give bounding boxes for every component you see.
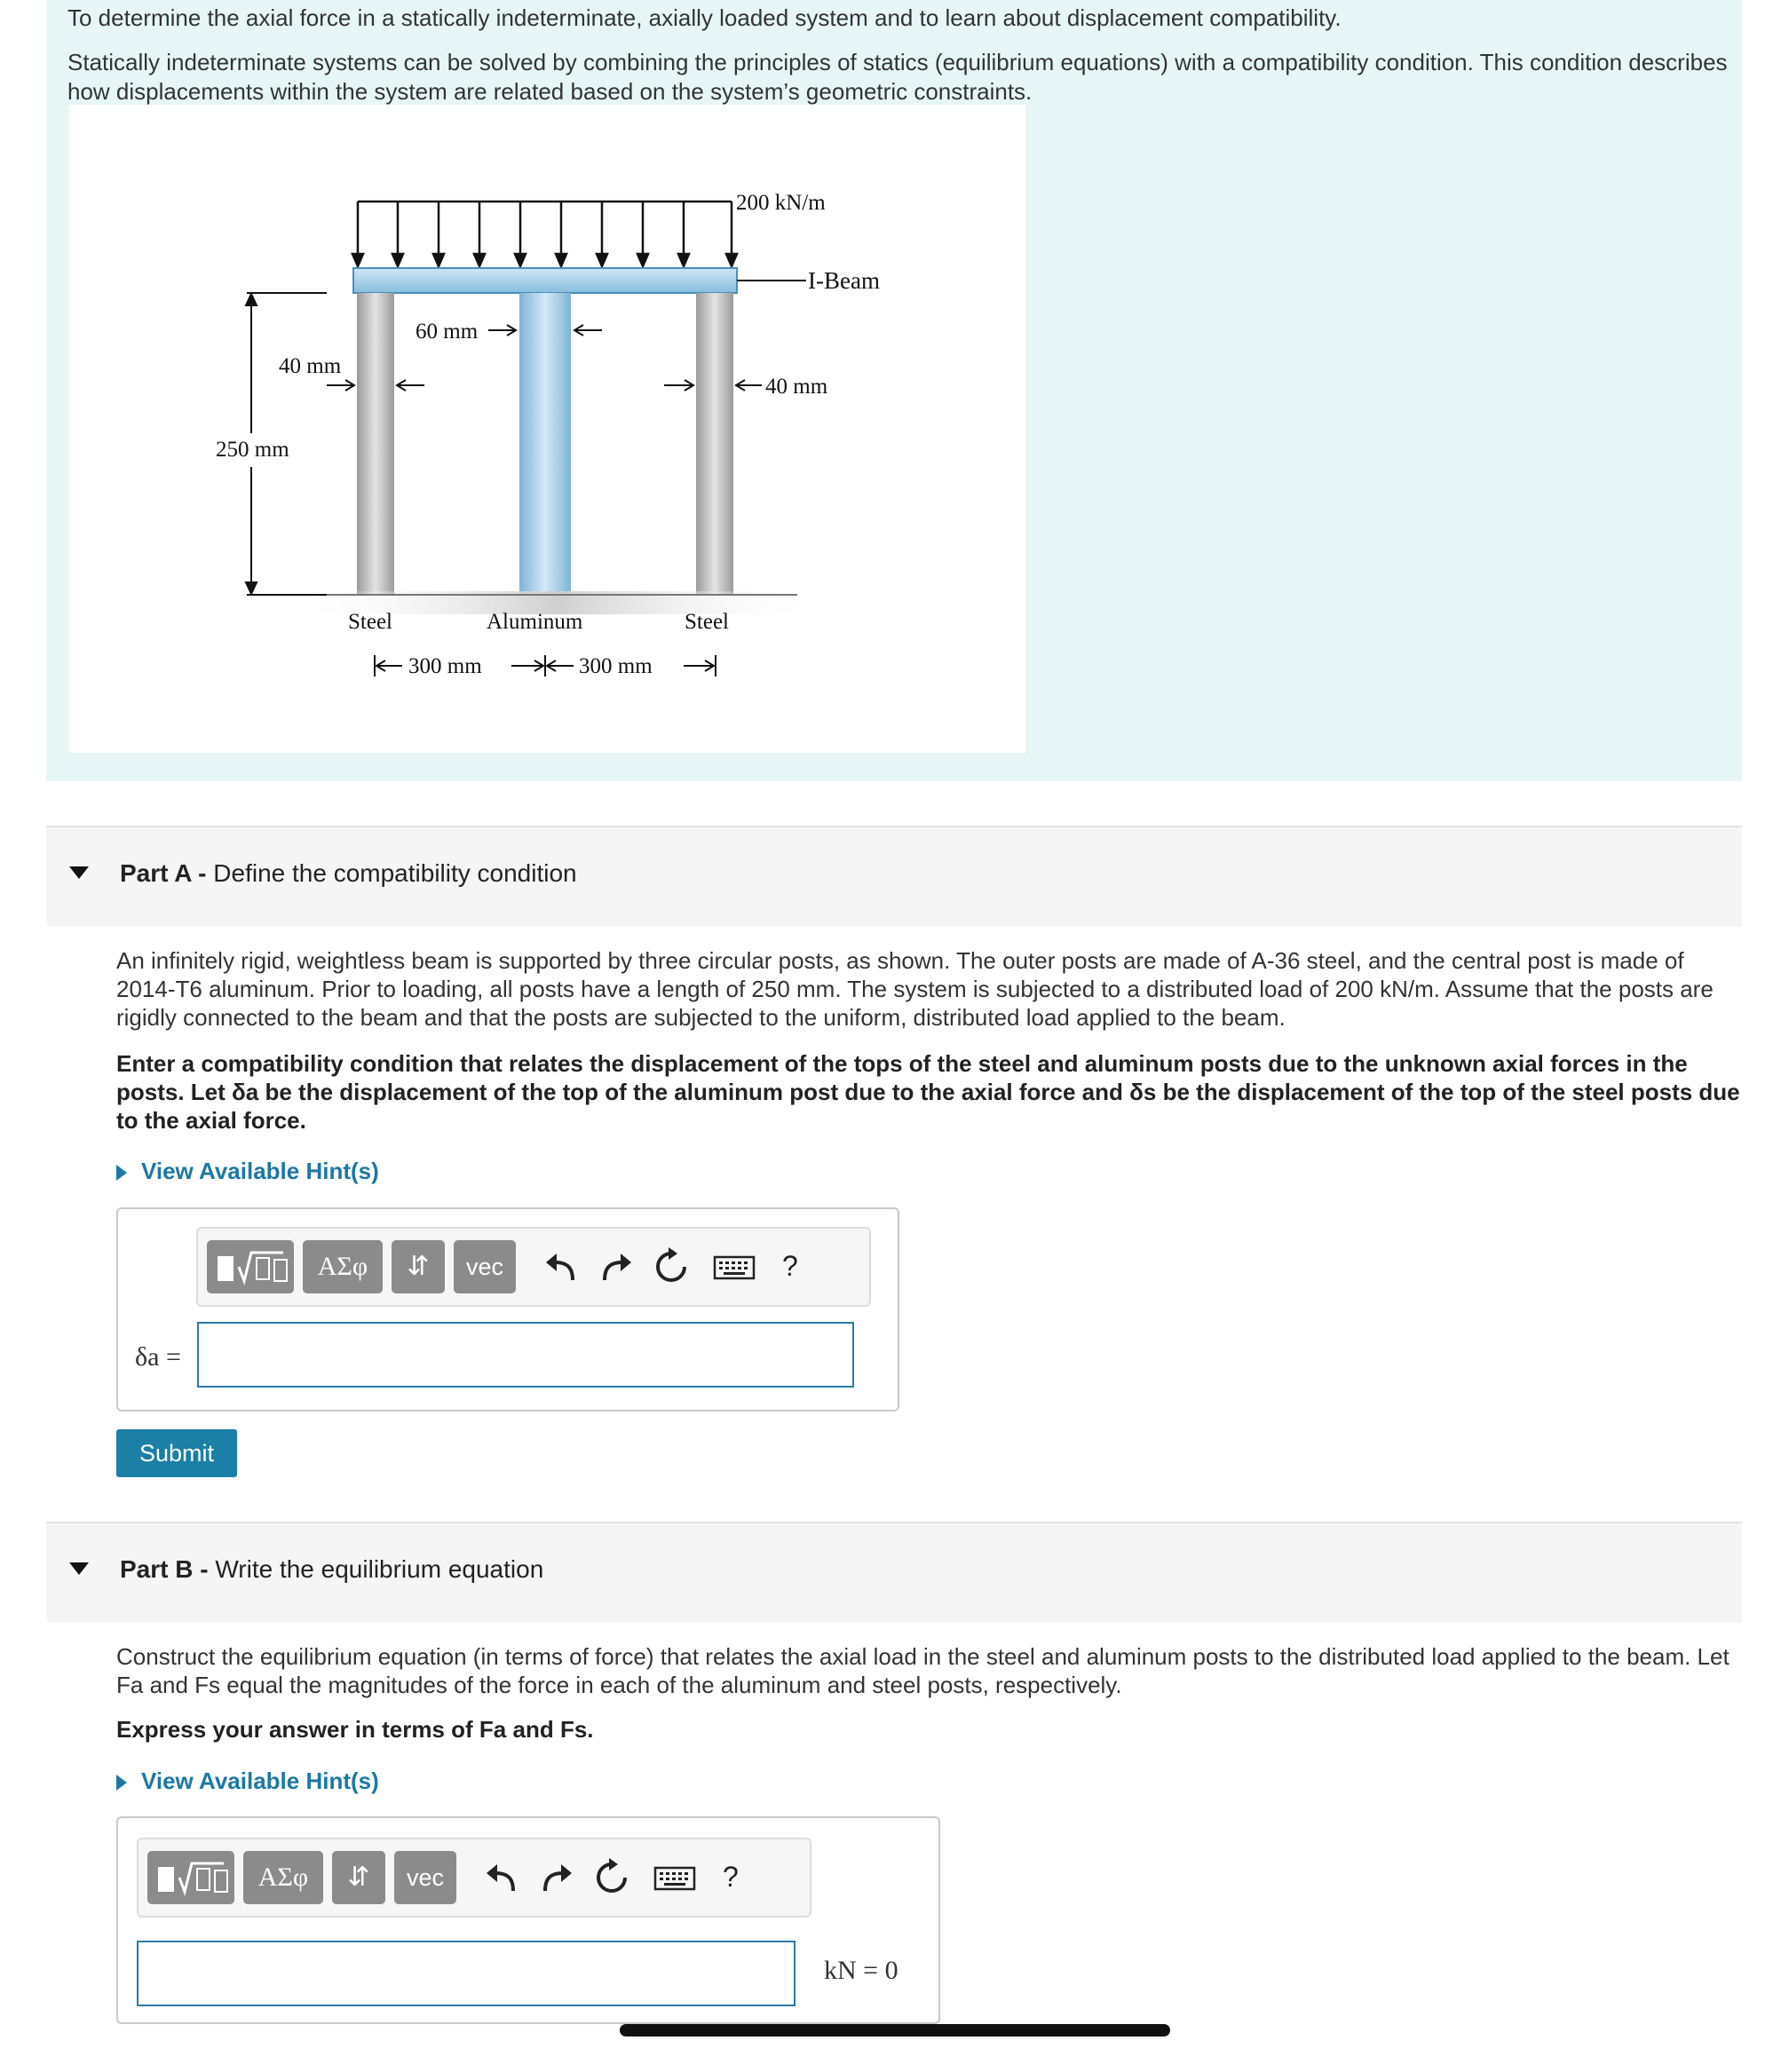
templates-icon	[207, 1240, 294, 1293]
beam-diagram	[69, 105, 1025, 753]
description-text: Statically indeterminate systems can be solved by combining the principles of statics (equilibrium equations) with a compatibility condition. This condition describes how displacements within the system are related based on the system’s geometric constraints.	[67, 49, 1728, 105]
objective-text: To determine the axial force in a statically indeterminate, axially loaded system and to learn about displacement compatibility.	[67, 4, 1342, 31]
greek-symbols-button[interactable]: ΑΣφ	[243, 1851, 323, 1904]
part-b-header[interactable]	[46, 1522, 1742, 1623]
part-b-title: Part B - Write the equilibrium equation	[120, 1555, 544, 1583]
sub-superscript-button[interactable]: ⇵	[392, 1240, 445, 1293]
keyboard-icon[interactable]	[709, 1245, 759, 1289]
part-b-answer-input[interactable]	[137, 1941, 796, 2006]
part-a-title: Part A - Define the compatibility condition	[120, 859, 577, 887]
right-post-label: Steel	[685, 610, 729, 634]
distributed-load	[352, 202, 737, 266]
templates-button[interactable]	[147, 1851, 234, 1904]
center-post-label: Aluminum	[487, 610, 583, 634]
problem-figure	[69, 105, 1025, 753]
undo-icon[interactable]	[539, 1245, 583, 1289]
collapse-triangle-icon[interactable]	[69, 1562, 89, 1575]
keyboard-icon[interactable]	[650, 1855, 700, 1900]
reset-icon[interactable]	[649, 1245, 693, 1289]
expand-triangle-icon	[116, 1165, 127, 1181]
part-b-math-toolbar	[137, 1838, 811, 1918]
part-a-answer-input[interactable]	[197, 1322, 854, 1388]
left-post-diameter-label: 40 mm	[279, 354, 342, 378]
units-label: kN = 0	[824, 1956, 898, 1985]
load-label: 200 kN/m	[736, 191, 826, 215]
reset-icon[interactable]	[590, 1855, 634, 1900]
help-button[interactable]: ?	[723, 1861, 739, 1893]
sub-superscript-button[interactable]: ⇵	[332, 1851, 385, 1904]
part-b-problem-text: Construct the equilibrium equation (in terms of force) that relates the axial load in the steel and aluminum posts to the distributed load applied to the beam. Let Fa and Fs equal the magnitudes of the force in each of the aluminum and steel posts, respectively.	[116, 1643, 1730, 1698]
aluminum-post	[519, 293, 571, 595]
redo-icon[interactable]	[534, 1855, 579, 1900]
right-span-label: 300 mm	[579, 654, 653, 678]
part-a-problem-text: An infinitely rigid, weightless beam is supported by three circular posts, as shown. The outer posts are made of A-36 steel, and the central post is made of 2014-T6 aluminum. Prior to loading, all posts have a length of 250 mm. The system is subjected to a distributed load of 200 kN/m. Assume that the posts are rigidly connected to the beam and that the posts are subjected to the uniform, distributed load applied to the beam.	[116, 947, 1714, 1031]
part-a-instruction-text: Enter a compatibility condition that relates the displacement of the tops of the steel and aluminum posts due to the unknown axial forces in the posts. Let δa be the displacement of the top of the aluminum post due to the axial force and δs be the displacement of the top of the steel posts due to the axial force.	[116, 1050, 1740, 1134]
greek-symbols-button[interactable]: ΑΣφ	[303, 1240, 383, 1293]
help-button[interactable]: ?	[782, 1250, 798, 1282]
left-span-label: 300 mm	[408, 654, 482, 678]
right-post-diameter-label: 40 mm	[765, 375, 828, 399]
i-beam	[353, 268, 737, 293]
submit-button[interactable]: Submit	[116, 1429, 237, 1477]
templates-icon	[147, 1851, 234, 1904]
beam-label: I-Beam	[808, 267, 880, 294]
redo-icon[interactable]	[594, 1245, 638, 1289]
collapse-triangle-icon[interactable]	[69, 866, 89, 879]
horizontal-scrollbar[interactable]	[620, 2024, 1170, 2036]
vector-button[interactable]: vec	[454, 1240, 516, 1293]
left-post-label: Steel	[348, 610, 392, 634]
part-b-instruction-text: Express your answer in terms of Fa and Fs.	[116, 1716, 594, 1743]
templates-button[interactable]	[207, 1240, 294, 1293]
delta-a-label: δa =	[135, 1342, 181, 1372]
right-steel-post	[696, 293, 733, 595]
height-label: 250 mm	[216, 438, 289, 462]
part-a-hint-link[interactable]: View Available Hint(s)	[116, 1158, 379, 1185]
part-a-math-toolbar	[196, 1227, 871, 1307]
expand-triangle-icon	[116, 1775, 127, 1791]
part-a-header[interactable]	[46, 826, 1742, 927]
vector-button[interactable]: vec	[394, 1851, 456, 1904]
center-post-diameter-label: 60 mm	[416, 320, 479, 344]
left-steel-post	[357, 293, 394, 595]
part-b-hint-link[interactable]: View Available Hint(s)	[116, 1768, 379, 1795]
undo-icon[interactable]	[479, 1855, 524, 1900]
